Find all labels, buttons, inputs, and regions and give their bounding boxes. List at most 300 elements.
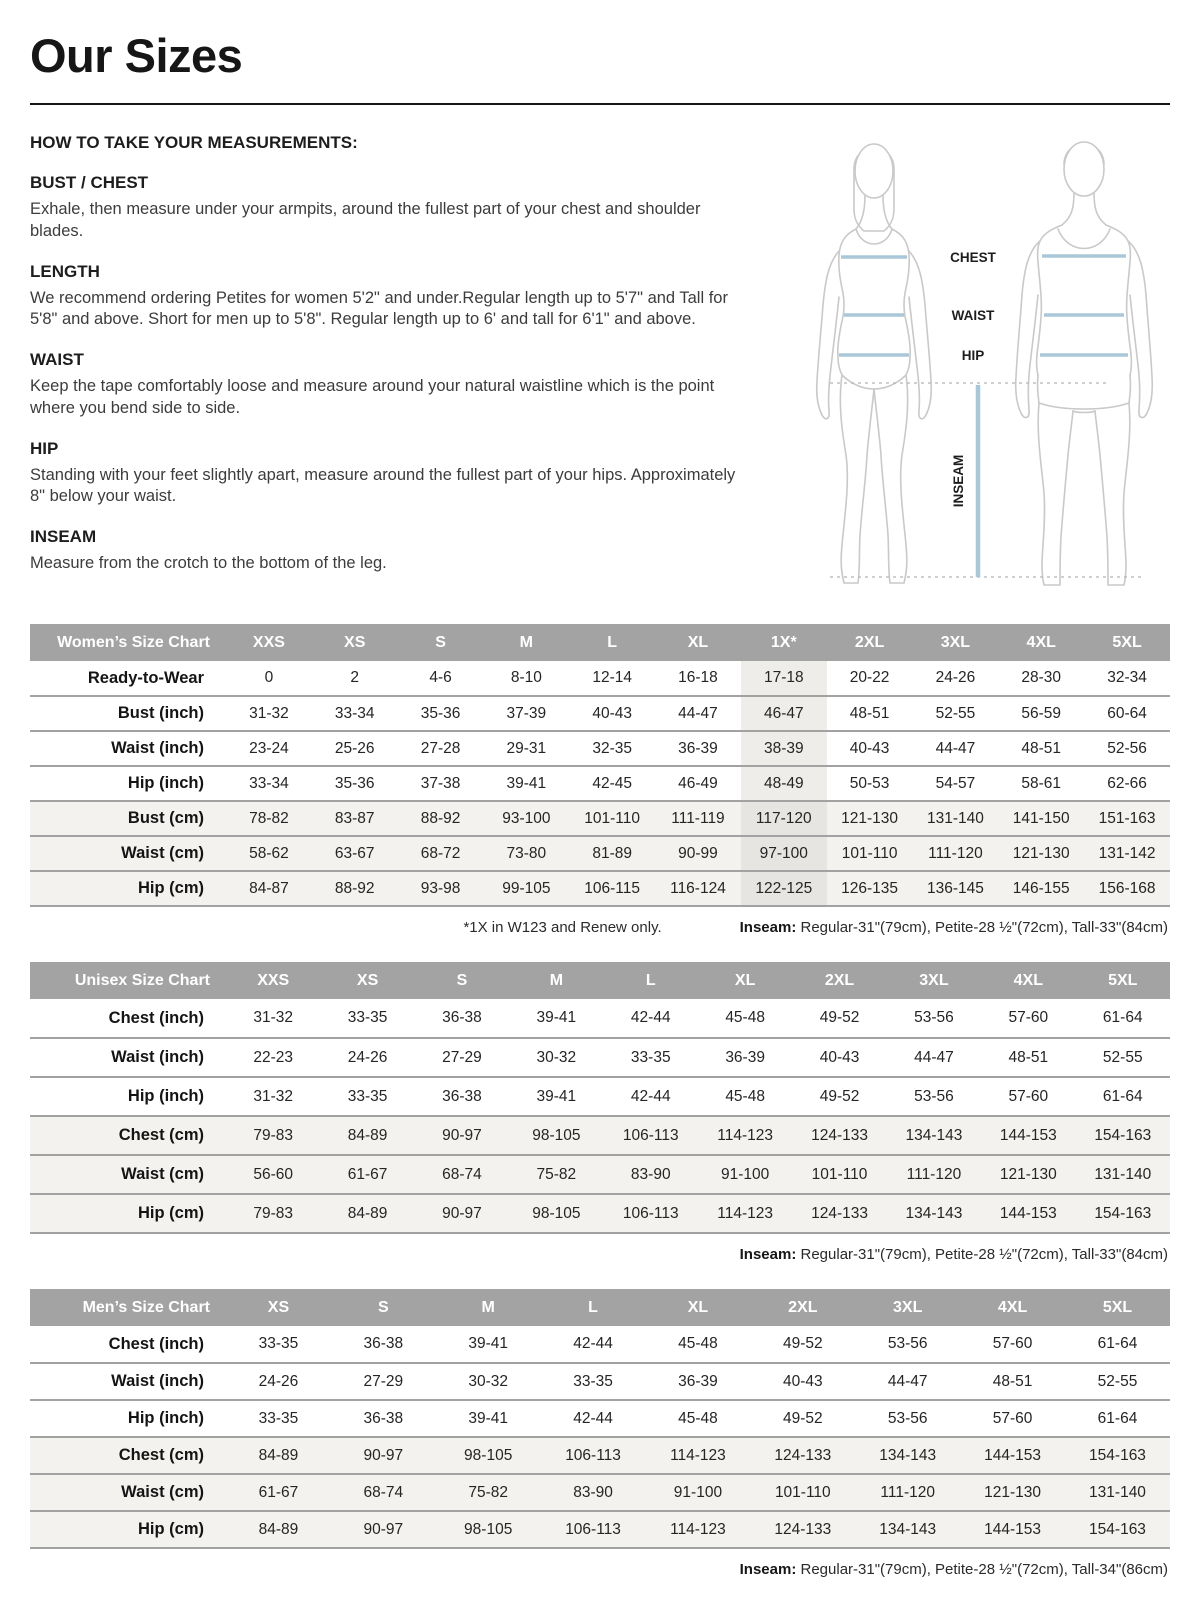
table-row xyxy=(30,731,1170,766)
size-cell: 27-29 xyxy=(363,1372,404,1390)
body-measurement-illustration xyxy=(792,125,1170,597)
instruction-body: Measure from the crotch to the bottom of the leg. xyxy=(30,554,387,573)
size-cell: 49-52 xyxy=(782,1335,823,1352)
size-cell: 42-45 xyxy=(592,774,632,792)
hip-label: HIP xyxy=(961,348,985,363)
size-cell: 52-55 xyxy=(1097,1372,1138,1390)
size-cell: 33-35 xyxy=(630,1048,671,1066)
size-cell: 24-26 xyxy=(935,669,976,686)
size-cell: 45-48 xyxy=(725,1009,765,1026)
male-right-leg xyxy=(1095,403,1130,585)
size-cell: 114-123 xyxy=(670,1446,726,1464)
measurement-instruction xyxy=(30,350,740,420)
size-cell: 33-35 xyxy=(347,1009,388,1026)
size-cell: 111-119 xyxy=(671,809,725,827)
size-column-header: 3XL xyxy=(855,1289,960,1326)
instruction-body: We recommend ordering Petites for women 5'2" and under.Regular length up to 5'7" and Tall for 5'8" and above. Short for men up to 5'8". Regular length up to 6' and tall for 6'1" and above. xyxy=(30,288,728,329)
size-cell: 48-51 xyxy=(849,704,890,722)
size-cell: 101-110 xyxy=(774,1483,831,1501)
size-cell: 156-168 xyxy=(1098,879,1156,897)
header-row xyxy=(30,1289,1170,1326)
size-cell: 121-130 xyxy=(999,1165,1057,1183)
waist-label: WAIST xyxy=(951,308,995,323)
table-row xyxy=(30,801,1170,836)
size-cell: 44-47 xyxy=(887,1372,928,1390)
size-column-header: 5XL xyxy=(1065,1289,1170,1326)
size-cell: 33-35 xyxy=(258,1409,299,1427)
table-row xyxy=(30,836,1170,871)
size-cell: 136-145 xyxy=(926,879,984,897)
size-column-header: 4XL xyxy=(960,1289,1065,1326)
inseam-footnote-text: Regular-31"(79cm), Petite-28 ½"(72cm), Tall-34"(86cm) xyxy=(796,1561,1168,1578)
size-column-header: 4XL xyxy=(998,624,1084,661)
intro-section xyxy=(30,133,1170,602)
size-cell: 57-60 xyxy=(992,1409,1033,1427)
size-cell: 61-64 xyxy=(1097,1409,1138,1427)
table-row xyxy=(30,1363,1170,1400)
row-label: Chest (cm) xyxy=(118,1126,204,1144)
size-cell: 48-51 xyxy=(992,1372,1033,1390)
size-cell: 99-105 xyxy=(502,879,551,897)
table-row xyxy=(30,1437,1170,1474)
inseam-footnote-label: Inseam: xyxy=(739,1561,797,1578)
size-cell: 90-97 xyxy=(363,1446,404,1464)
size-cell: 88-92 xyxy=(420,809,461,827)
size-cell: 124-133 xyxy=(811,1204,868,1222)
size-cell: 24-26 xyxy=(347,1048,388,1066)
instruction-sections xyxy=(30,173,740,575)
inseam-footnote-text: Regular-31"(79cm), Petite-28 ½"(72cm), Tall-33"(84cm) xyxy=(796,1246,1168,1263)
size-cell: 131-140 xyxy=(926,809,984,827)
size-cell: 36-38 xyxy=(442,1087,482,1105)
table-row xyxy=(30,1194,1170,1233)
row-label: Bust (cm) xyxy=(127,809,204,827)
inseam-footnote-text: Regular-31"(79cm), Petite-28 ½"(72cm), Tall-33"(84cm) xyxy=(796,919,1168,936)
womens-footnote xyxy=(30,919,1168,936)
size-cell: 30-32 xyxy=(536,1048,577,1066)
size-cell: 52-56 xyxy=(1107,739,1147,757)
size-cell: 52-55 xyxy=(935,704,976,722)
size-cell: 20-22 xyxy=(849,669,890,686)
size-cell: 75-82 xyxy=(468,1483,509,1501)
size-cell: 90-97 xyxy=(442,1126,482,1144)
size-cell: 35-36 xyxy=(334,774,375,792)
size-cell: 48-51 xyxy=(1021,739,1062,757)
size-cell: 122-125 xyxy=(741,871,827,906)
row-label: Hip (cm) xyxy=(138,879,204,897)
size-cell: 58-62 xyxy=(249,844,289,862)
inseam-footnote-label: Inseam: xyxy=(739,919,797,936)
size-cell: 27-29 xyxy=(442,1048,482,1066)
size-cell: 4-6 xyxy=(429,669,452,686)
size-column-header: S xyxy=(398,624,484,661)
male-neckline xyxy=(1058,229,1110,249)
table-row xyxy=(30,871,1170,906)
row-label: Waist (cm) xyxy=(121,1483,204,1501)
table-row xyxy=(30,1077,1170,1116)
size-cell: 84-89 xyxy=(258,1520,299,1538)
size-cell: 31-32 xyxy=(249,704,289,722)
size-column-header: XL xyxy=(655,624,741,661)
size-cell: 75-82 xyxy=(536,1165,577,1183)
row-label: Hip (inch) xyxy=(127,1409,204,1427)
size-cell: 49-52 xyxy=(782,1409,823,1427)
size-cell: 84-89 xyxy=(347,1126,388,1144)
size-cell: 45-48 xyxy=(725,1087,765,1105)
size-cell: 30-32 xyxy=(468,1372,509,1390)
page-title: Our Sizes xyxy=(30,29,243,82)
size-cell: 61-64 xyxy=(1102,1087,1143,1105)
female-head xyxy=(855,144,893,198)
size-cell: 31-32 xyxy=(253,1087,294,1105)
size-cell: 33-34 xyxy=(334,704,375,722)
size-cell: 106-115 xyxy=(584,879,641,897)
size-column-header: 4XL xyxy=(981,962,1075,999)
male-torso-right xyxy=(1106,225,1131,375)
size-cell: 33-35 xyxy=(573,1372,613,1390)
table-row xyxy=(30,661,1170,696)
size-cell: 50-53 xyxy=(849,774,890,792)
size-cell: 91-100 xyxy=(673,1483,723,1501)
unisex-size-chart-section xyxy=(30,962,1170,1263)
female-figure xyxy=(817,144,932,583)
size-cell: 56-60 xyxy=(253,1165,294,1183)
size-cell: 116-124 xyxy=(670,879,726,897)
size-cell: 17-18 xyxy=(741,661,827,696)
size-cell: 39-41 xyxy=(468,1335,509,1352)
size-cell: 36-39 xyxy=(678,1372,718,1390)
size-cell: 36-39 xyxy=(725,1048,765,1066)
size-cell: 68-74 xyxy=(363,1483,404,1501)
header-row xyxy=(30,624,1170,661)
female-hip-curve xyxy=(842,375,906,389)
male-figure xyxy=(1016,142,1153,585)
size-cell: 84-89 xyxy=(258,1446,299,1464)
inseam-label: INSEAM xyxy=(951,454,966,508)
size-column-header: XS xyxy=(312,624,398,661)
size-cell: 57-60 xyxy=(1008,1009,1049,1026)
size-cell: 73-80 xyxy=(506,844,547,862)
size-cell: 90-97 xyxy=(363,1520,404,1538)
mens-size-chart-table xyxy=(30,1289,1170,1549)
male-neck xyxy=(1062,193,1106,225)
size-cell: 28-30 xyxy=(1021,669,1062,686)
size-column-header: S xyxy=(331,1289,436,1326)
size-cell: 114-123 xyxy=(717,1126,774,1144)
size-cell: 24-26 xyxy=(258,1372,299,1390)
size-cell: 154-163 xyxy=(1094,1204,1152,1222)
size-cell: 45-48 xyxy=(678,1335,718,1352)
size-cell: 91-100 xyxy=(721,1165,770,1183)
size-cell: 44-47 xyxy=(914,1048,954,1066)
size-cell: 106-113 xyxy=(622,1126,679,1144)
size-cell: 32-35 xyxy=(592,739,632,757)
size-column-header: 5XL xyxy=(1084,624,1170,661)
size-cell: 39-41 xyxy=(468,1409,509,1427)
size-cell: 40-43 xyxy=(782,1372,823,1390)
instruction-title: HIP xyxy=(30,438,59,458)
size-cell: 58-61 xyxy=(1021,774,1062,792)
size-cell: 31-32 xyxy=(253,1009,294,1026)
unisex-footnote xyxy=(30,1246,1168,1263)
size-cell: 134-143 xyxy=(905,1204,963,1222)
size-cell: 106-113 xyxy=(622,1204,679,1222)
size-cell: 49-52 xyxy=(819,1009,860,1026)
table-row xyxy=(30,1400,1170,1437)
size-cell: 79-83 xyxy=(253,1126,294,1144)
size-column-header: 3XL xyxy=(913,624,999,661)
size-cell: 45-48 xyxy=(678,1409,718,1427)
female-left-leg xyxy=(840,375,874,583)
size-cell: 53-56 xyxy=(887,1409,928,1427)
row-label: Waist (inch) xyxy=(111,1048,204,1066)
footnote-inseam xyxy=(740,1561,1168,1578)
instruction-title: LENGTH xyxy=(30,261,100,281)
size-cell: 98-105 xyxy=(464,1446,513,1464)
table-row xyxy=(30,1038,1170,1077)
size-cell: 121-130 xyxy=(841,809,899,827)
size-cell: 111-120 xyxy=(880,1483,935,1501)
male-right-arm xyxy=(1128,241,1152,418)
row-label: Chest (cm) xyxy=(118,1446,204,1464)
size-cell: 27-28 xyxy=(420,739,461,757)
title-divider xyxy=(30,103,1170,105)
size-cell: 114-123 xyxy=(670,1520,726,1538)
size-cell: 144-153 xyxy=(984,1520,1041,1538)
size-cell: 39-41 xyxy=(506,774,547,792)
size-cell: 37-38 xyxy=(420,774,461,792)
size-column-header: 2XL xyxy=(827,624,913,661)
size-cell: 84-89 xyxy=(347,1204,388,1222)
table-title: Men’s Size Chart xyxy=(30,1289,226,1326)
chest-label: CHEST xyxy=(950,250,996,265)
size-column-header: XS xyxy=(226,1289,331,1326)
size-charts xyxy=(30,624,1170,1578)
size-cell: 97-100 xyxy=(741,836,827,871)
size-column-header: L xyxy=(541,1289,646,1326)
mens-size-chart-section xyxy=(30,1289,1170,1578)
size-cell: 25-26 xyxy=(334,739,375,757)
table-row xyxy=(30,1326,1170,1363)
size-cell: 36-39 xyxy=(678,739,718,757)
diagram-labels xyxy=(950,250,997,507)
size-cell: 81-89 xyxy=(592,844,632,862)
measurement-instruction xyxy=(30,527,740,575)
size-cell: 33-35 xyxy=(347,1087,388,1105)
womens-size-chart-section xyxy=(30,624,1170,936)
size-cell: 106-113 xyxy=(565,1446,621,1464)
size-cell: 57-60 xyxy=(1008,1087,1049,1105)
footnote-inseam xyxy=(740,1246,1168,1263)
size-cell: 23-24 xyxy=(249,739,289,757)
size-column-header: XS xyxy=(320,962,414,999)
size-cell: 33-34 xyxy=(249,774,289,792)
instruction-body: Standing with your feet slightly apart, measure around the fullest part of your hips. Approximately 8" below your waist. xyxy=(30,465,736,506)
table-row xyxy=(30,1155,1170,1194)
row-label: Bust (inch) xyxy=(117,704,204,722)
size-cell: 53-56 xyxy=(914,1087,954,1105)
size-cell: 39-41 xyxy=(536,1087,577,1105)
size-cell: 46-47 xyxy=(741,696,827,731)
size-cell: 68-74 xyxy=(442,1165,482,1183)
size-cell: 124-133 xyxy=(811,1126,868,1144)
row-label: Ready-to-Wear xyxy=(87,668,204,687)
size-cell: 8-10 xyxy=(510,669,542,686)
size-cell: 2 xyxy=(350,669,360,686)
size-cell: 53-56 xyxy=(887,1335,928,1352)
female-torso-right xyxy=(892,229,910,375)
size-column-header: 5XL xyxy=(1076,962,1170,999)
measurement-instructions xyxy=(30,133,760,594)
size-cell: 42-44 xyxy=(573,1409,613,1427)
male-left-arm xyxy=(1016,241,1040,418)
footnote-note: *1X in W123 and Renew only. xyxy=(463,919,662,936)
size-cell: 0 xyxy=(264,669,274,686)
size-cell: 131-140 xyxy=(1094,1165,1152,1183)
male-head xyxy=(1064,142,1104,196)
size-cell: 121-130 xyxy=(984,1483,1041,1501)
footnote-inseam xyxy=(740,919,1168,936)
size-cell: 48-51 xyxy=(1008,1048,1049,1066)
size-cell: 42-44 xyxy=(630,1009,671,1026)
size-cell: 36-38 xyxy=(363,1335,404,1352)
measurement-instruction xyxy=(30,262,740,332)
size-cell: 124-133 xyxy=(774,1520,832,1538)
size-column-header: L xyxy=(604,962,698,999)
size-cell: 62-66 xyxy=(1107,774,1147,792)
size-cell: 42-44 xyxy=(630,1087,671,1105)
size-column-header: XL xyxy=(646,1289,751,1326)
table-row xyxy=(30,766,1170,801)
size-cell: 151-163 xyxy=(1098,809,1156,827)
size-cell: 57-60 xyxy=(992,1335,1033,1352)
mens-footnote xyxy=(30,1561,1168,1578)
size-cell: 63-67 xyxy=(334,844,375,862)
size-cell: 36-38 xyxy=(442,1009,482,1026)
size-cell: 146-155 xyxy=(1012,879,1070,897)
size-cell: 79-83 xyxy=(253,1204,294,1222)
male-shorts xyxy=(1038,375,1131,409)
size-cell: 53-56 xyxy=(914,1009,954,1026)
size-column-header: XXS xyxy=(226,624,312,661)
size-cell: 93-98 xyxy=(420,879,461,897)
female-torso-left xyxy=(838,229,856,375)
size-cell: 101-110 xyxy=(584,809,641,827)
size-cell: 40-43 xyxy=(849,739,890,757)
size-cell: 39-41 xyxy=(536,1009,577,1026)
size-cell: 61-67 xyxy=(347,1165,388,1183)
size-cell: 60-64 xyxy=(1107,704,1147,722)
size-cell: 106-113 xyxy=(565,1520,621,1538)
size-cell: 42-44 xyxy=(573,1335,613,1352)
instruction-body: Keep the tape comfortably loose and measure around your natural waistline which is the point where you bend side to side. xyxy=(30,377,715,417)
size-cell: 126-135 xyxy=(841,879,899,897)
size-cell: 46-49 xyxy=(678,774,718,792)
size-cell: 124-133 xyxy=(774,1446,832,1464)
size-cell: 134-143 xyxy=(879,1446,937,1464)
female-right-leg xyxy=(874,375,908,583)
size-cell: 68-72 xyxy=(420,844,461,862)
size-cell: 37-39 xyxy=(506,704,547,722)
size-cell: 131-142 xyxy=(1098,844,1156,862)
size-cell: 98-105 xyxy=(464,1520,513,1538)
instruction-title: WAIST xyxy=(30,350,84,370)
row-label: Waist (cm) xyxy=(121,1165,204,1183)
size-cell: 88-92 xyxy=(334,879,375,897)
male-torso-left xyxy=(1037,225,1062,375)
male-left-leg xyxy=(1038,403,1073,585)
size-cell: 49-52 xyxy=(819,1087,860,1105)
size-cell: 83-90 xyxy=(573,1483,613,1501)
table-row xyxy=(30,999,1170,1038)
size-cell: 29-31 xyxy=(506,739,547,757)
size-cell: 22-23 xyxy=(253,1048,294,1066)
size-cell: 154-163 xyxy=(1089,1520,1146,1538)
instruction-title: BUST / CHEST xyxy=(30,173,149,192)
header-row xyxy=(30,962,1170,999)
size-cell: 134-143 xyxy=(905,1126,963,1144)
row-label: Chest (inch) xyxy=(108,1334,204,1353)
measurement-instruction xyxy=(30,173,740,243)
womens-size-chart-table xyxy=(30,624,1170,907)
size-column-header: XL xyxy=(698,962,792,999)
size-cell: 48-49 xyxy=(741,766,827,801)
size-cell: 33-35 xyxy=(258,1335,299,1352)
instruction-title: INSEAM xyxy=(30,527,97,547)
size-cell: 44-47 xyxy=(678,704,718,722)
unisex-size-chart-table xyxy=(30,962,1170,1234)
table-title: Women’s Size Chart xyxy=(30,624,226,661)
size-cell: 83-87 xyxy=(334,809,375,827)
size-cell: 78-82 xyxy=(249,809,289,827)
size-cell: 36-38 xyxy=(363,1409,404,1427)
table-row xyxy=(30,696,1170,731)
size-cell: 38-39 xyxy=(741,731,827,766)
size-cell: 12-14 xyxy=(592,669,632,686)
size-cell: 114-123 xyxy=(717,1204,774,1222)
size-cell: 35-36 xyxy=(420,704,461,722)
size-cell: 111-120 xyxy=(928,844,983,862)
size-cell: 117-120 xyxy=(741,801,827,836)
size-cell: 98-105 xyxy=(532,1126,581,1144)
size-cell: 32-34 xyxy=(1107,669,1147,686)
size-cell: 144-153 xyxy=(999,1204,1057,1222)
table-row xyxy=(30,1116,1170,1155)
size-column-header: M xyxy=(483,624,569,661)
instruction-body: Exhale, then measure under your armpits, around the fullest part of your chest and shoulder blades. xyxy=(30,200,701,240)
size-cell: 101-110 xyxy=(811,1165,868,1183)
row-label: Waist (cm) xyxy=(121,844,204,862)
row-label: Hip (inch) xyxy=(127,1087,204,1105)
size-cell: 16-18 xyxy=(678,669,718,686)
measurement-instruction xyxy=(30,439,740,509)
female-right-arm xyxy=(909,251,931,419)
size-cell: 40-43 xyxy=(592,704,632,722)
table-row xyxy=(30,1511,1170,1548)
size-column-header: M xyxy=(509,962,603,999)
size-cell: 56-59 xyxy=(1021,704,1062,722)
row-label: Waist (inch) xyxy=(111,1372,204,1390)
size-cell: 144-153 xyxy=(984,1446,1041,1464)
instructions-heading: HOW TO TAKE YOUR MEASUREMENTS: xyxy=(30,133,358,152)
size-column-header: M xyxy=(436,1289,541,1326)
size-cell: 52-55 xyxy=(1102,1048,1143,1066)
size-cell: 121-130 xyxy=(1012,844,1070,862)
table-row xyxy=(30,1474,1170,1511)
size-column-header: S xyxy=(415,962,509,999)
row-label: Chest (inch) xyxy=(108,1008,204,1027)
size-cell: 154-163 xyxy=(1089,1446,1146,1464)
